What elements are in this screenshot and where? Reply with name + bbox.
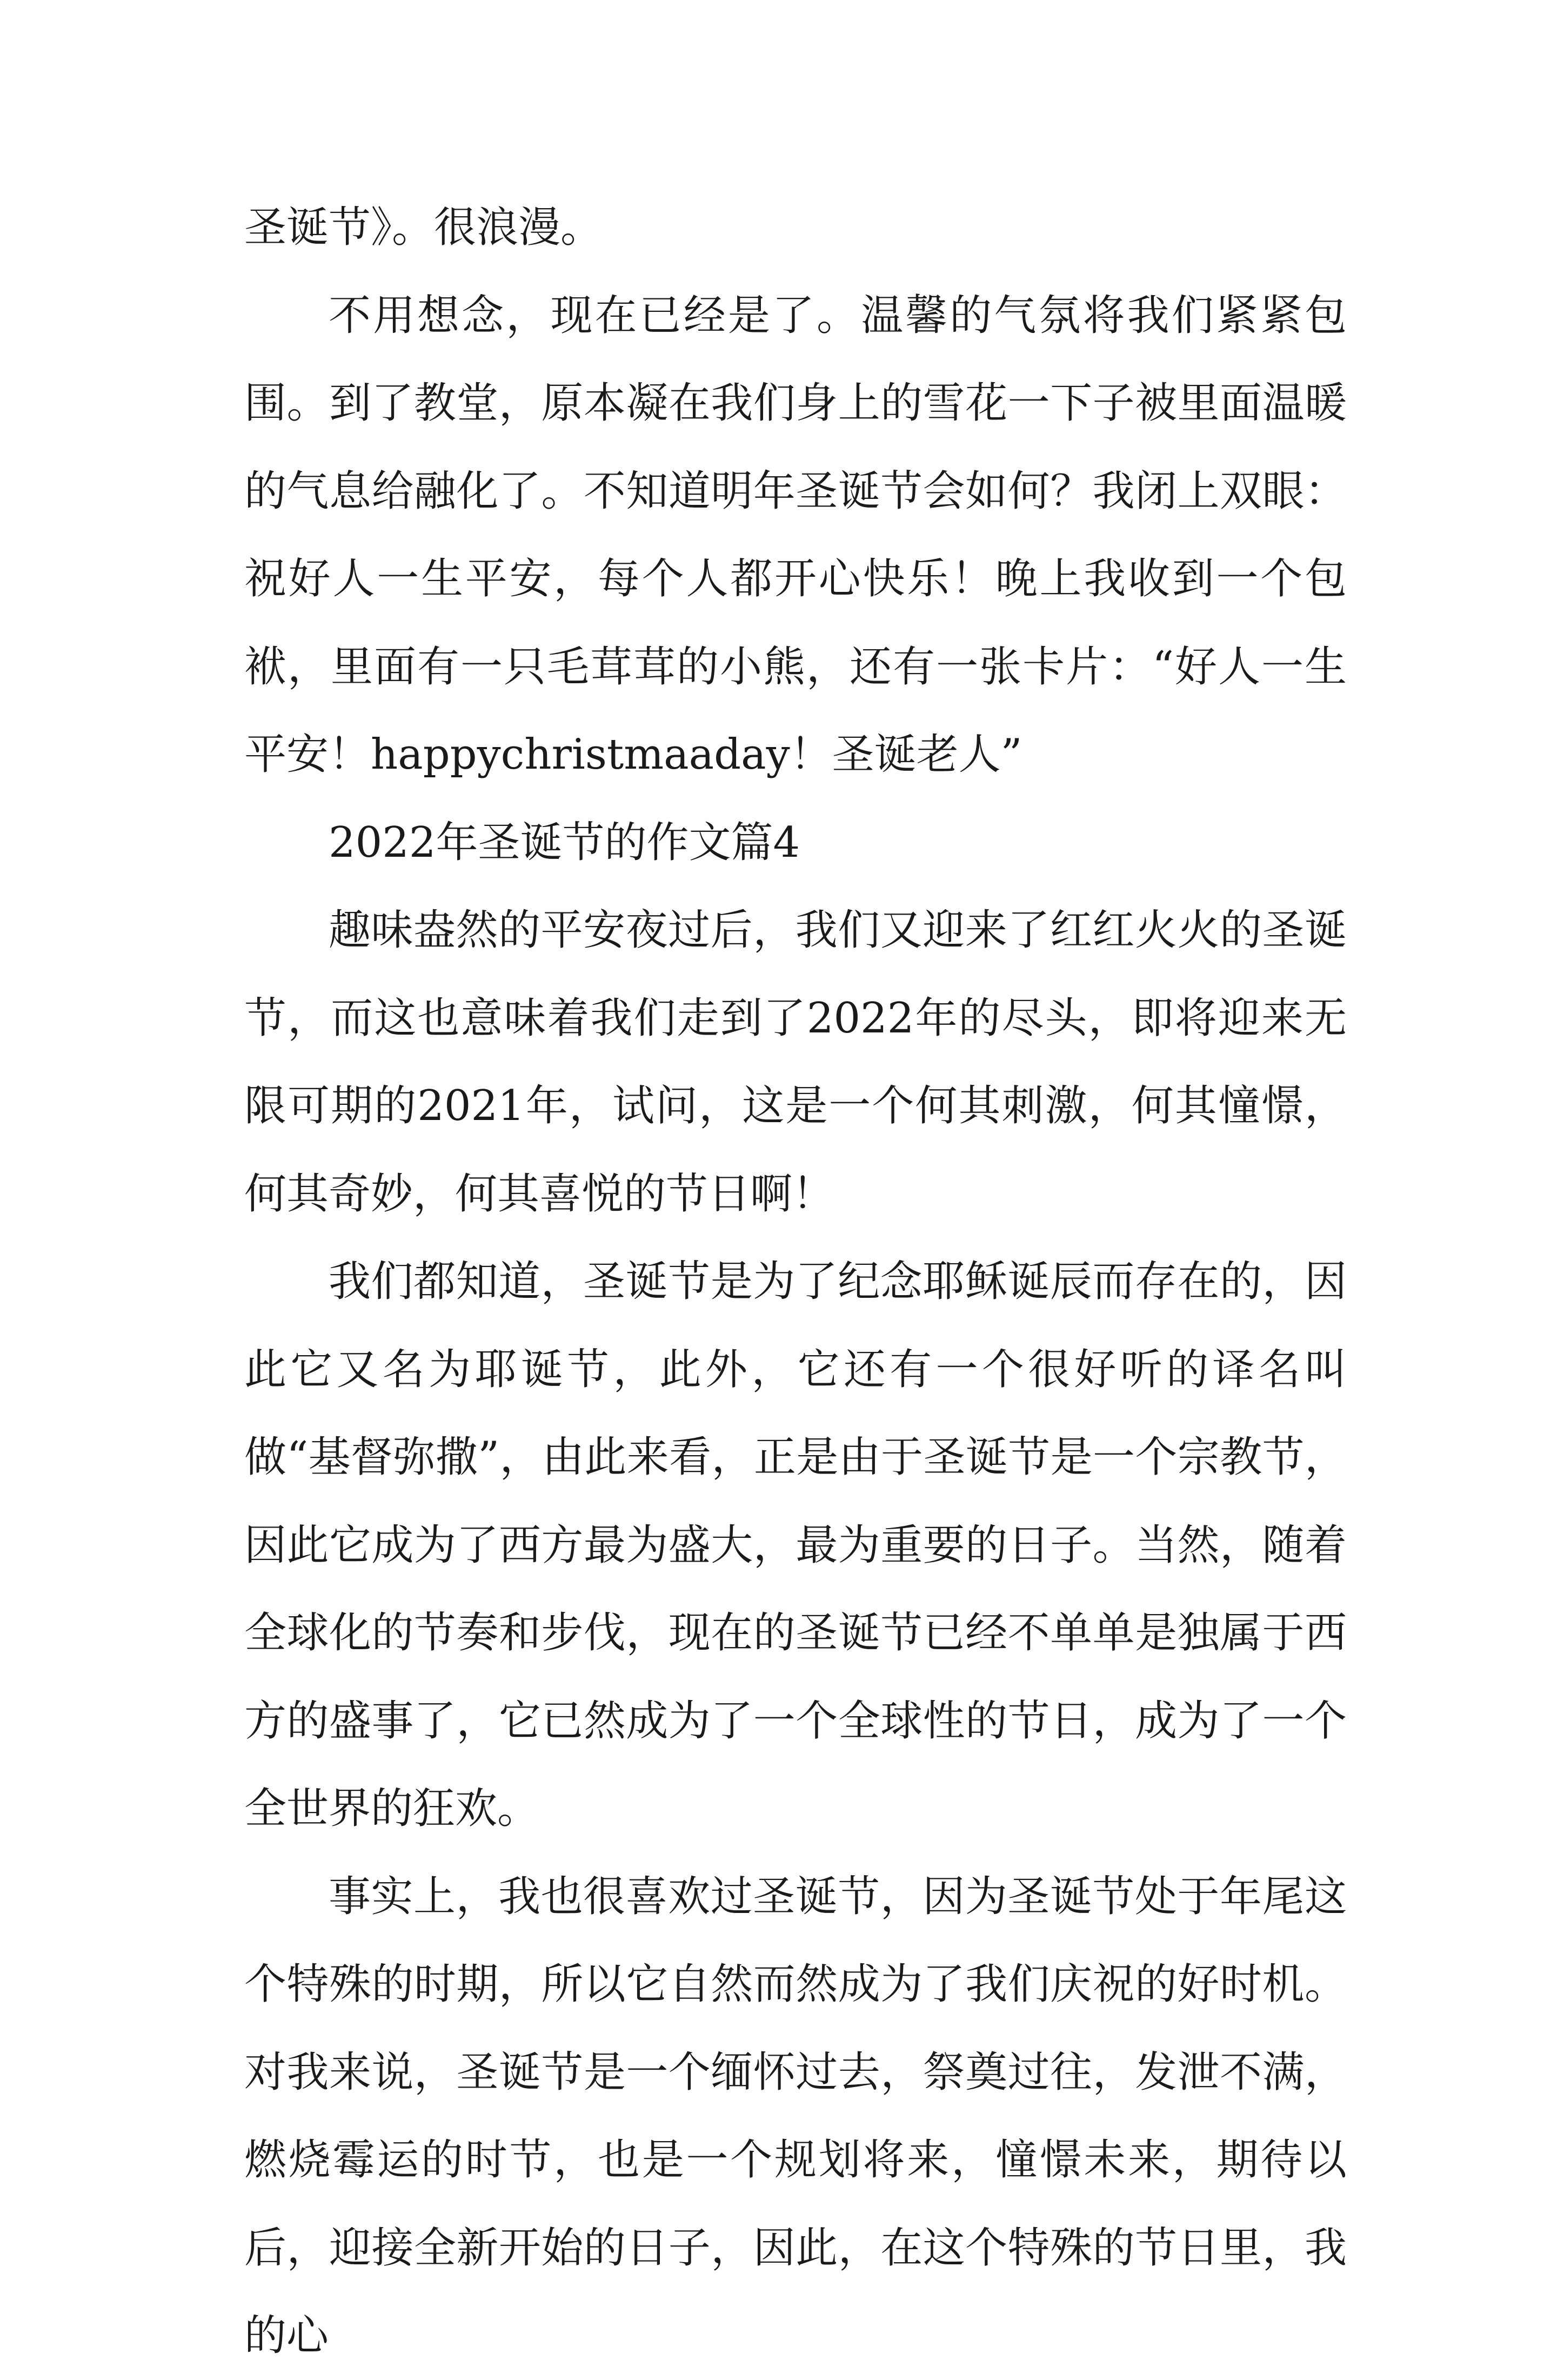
paragraph: 我们都知道，圣诞节是为了纪念耶稣诞辰而存在的，因此它又名为耶诞节，此外，它还有一个很好听的译名叫做“基督弥撒”，由此来看，正是由于圣诞节是一个宗教节，因此它成为了西方最为盛大，最为重要的日子。当然，随着全球化的节奏和步伐，现在的圣诞节已经不单单是独属于西方的盛事了，它已然成为了一个全球性的节日，成为了一个全世界的狂欢。 (244, 1257, 1347, 1833)
section-heading: 2022年圣诞节的作文篇4 (329, 818, 800, 867)
paragraph: 趣味盎然的平安夜过后，我们又迎来了红红火火的圣诞节，而这也意味着我们走到了2022年的尽头，即将迎来无限可期的2021年，试问，这是一个何其刺激，何其憧憬，何其奇妙，何其喜悦的节日啊！ (244, 906, 1347, 1218)
document-body (244, 184, 1347, 2380)
paragraph: 事实上，我也很喜欢过圣诞节，因为圣诞节处于年尾这个特殊的时期，所以它自然而然成为了我们庆祝的好时机。对我来说，圣诞节是一个缅怀过去，祭奠过往，发泄不满，燃烧霉运的时节，也是一个规划将来，憧憬未来，期待以后，迎接全新开始的日子，因此，在这个特殊的节日里，我的心 (244, 1872, 1347, 2360)
paragraph-continuation: 圣诞节》。很浪漫。 (244, 203, 603, 252)
paragraph: 不用想念，现在已经是了。温馨的气氛将我们紧紧包围。到了教堂，原本凝在我们身上的雪花一下子被里面温暖的气息给融化了。不知道明年圣诞节会如何？我闭上双眼：祝好人一生平安，每个人都开心快乐！晚上我收到一个包袱，里面有一只毛茸茸的小熊，还有一张卡片：“好人一生平安！happychristmaaday！圣诞老人” (244, 291, 1347, 779)
